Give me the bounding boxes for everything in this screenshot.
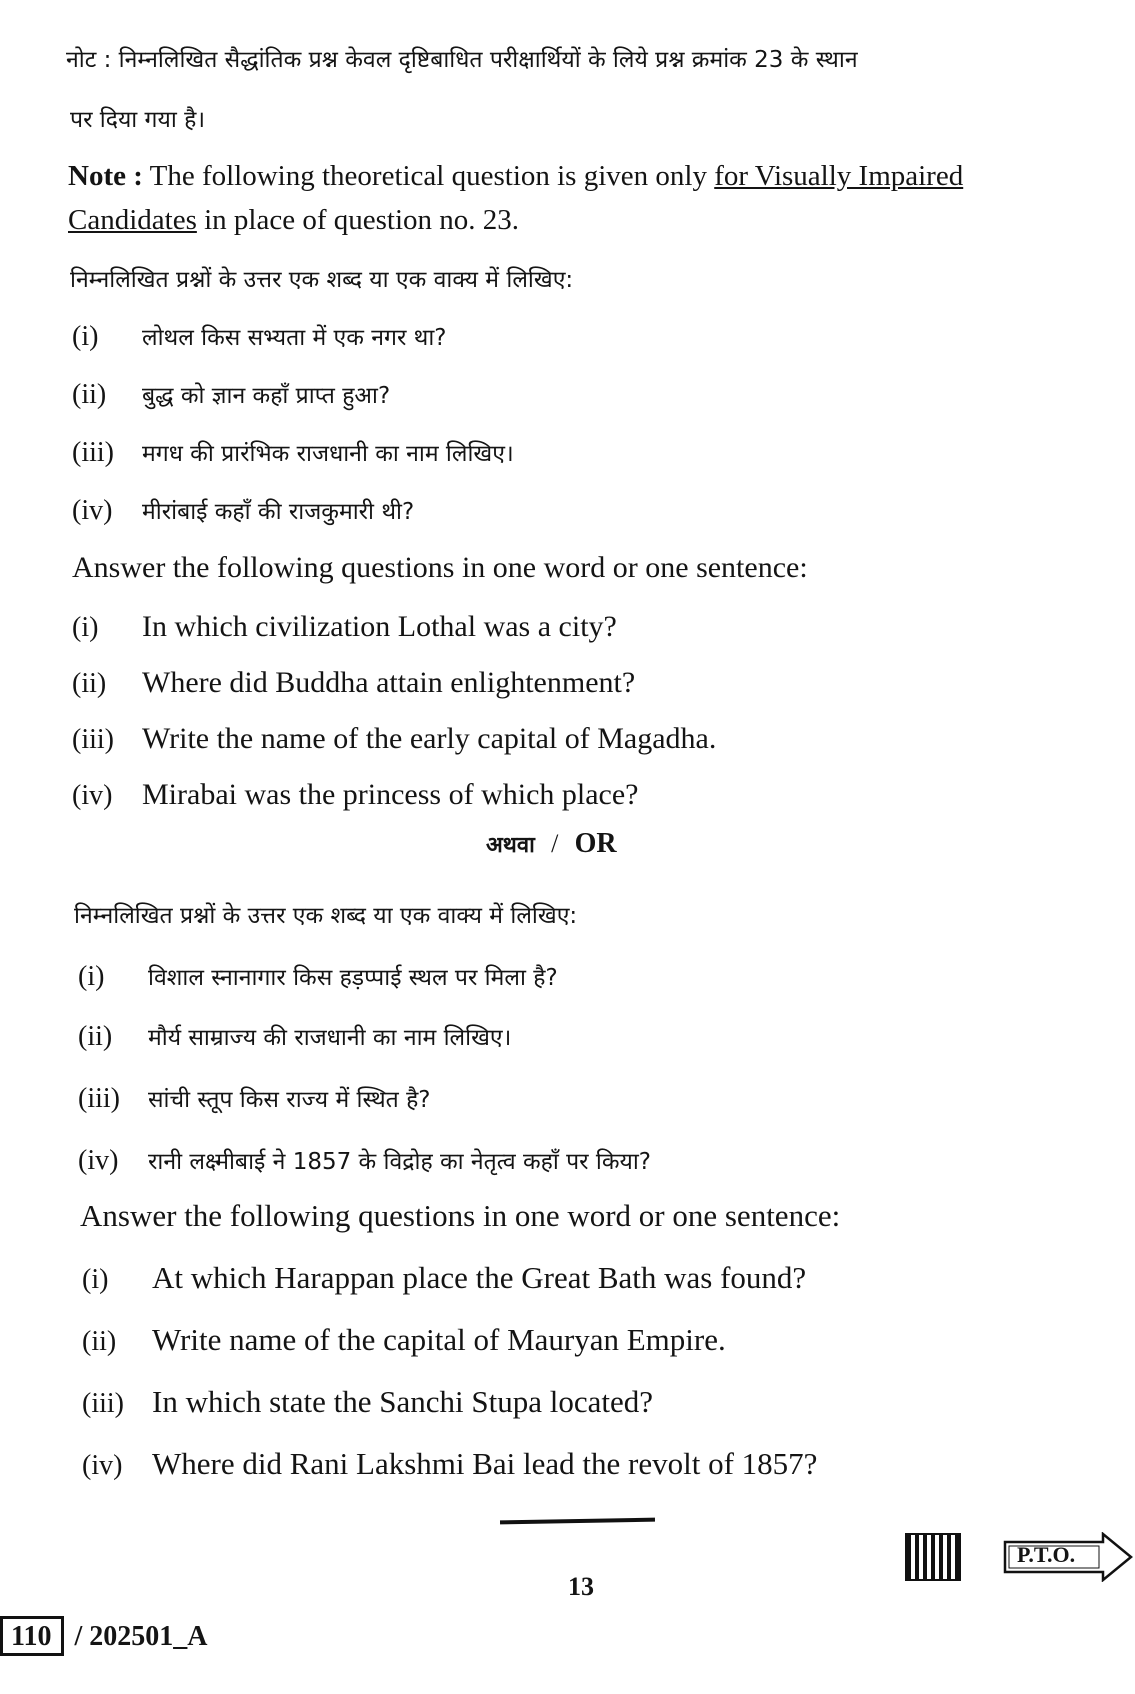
set-a-question-english-1 xyxy=(72,610,617,644)
question-number: (ii) xyxy=(72,379,107,410)
set-a-question-hindi-3 xyxy=(72,436,514,469)
question-text: लोथल किस सभ्यता में एक नगर था? xyxy=(142,325,447,351)
pto-arrow xyxy=(1003,1532,1135,1582)
note-underlined-candidates: Candidates xyxy=(68,204,197,236)
qr-code-icon xyxy=(905,1533,961,1581)
set-b-question-hindi-2 xyxy=(78,1020,511,1053)
set-a-question-english-3 xyxy=(72,722,716,756)
question-number: (ii) xyxy=(82,1326,117,1357)
set-b-instruction-english: Answer the following questions in one word or one sentence: xyxy=(80,1198,841,1233)
end-divider xyxy=(500,1518,655,1525)
question-number: (iii) xyxy=(72,437,114,468)
question-text: सांची स्तूप किस राज्य में स्थित है? xyxy=(148,1087,431,1113)
set-b-question-hindi-1 xyxy=(78,960,558,993)
or-label-english: OR xyxy=(574,828,617,859)
question-text: बुद्ध को ज्ञान कहाँ प्राप्त हुआ? xyxy=(142,383,391,409)
note-hindi-line1: नोट : निम्नलिखित सैद्धांतिक प्रश्न केवल दृष्टिबाधित परीक्षार्थियों के लिये प्रश्न क्रमांक 23 के स्थान xyxy=(66,47,858,73)
set-a-question-hindi-4 xyxy=(72,494,414,527)
question-text: In which civilization Lothal was a city? xyxy=(142,610,617,643)
question-text: In which state the Sanchi Stupa located? xyxy=(152,1384,654,1419)
question-number: (iii) xyxy=(78,1083,120,1114)
note-text-rest: in place of question no. 23. xyxy=(204,204,520,236)
set-b-question-english-2 xyxy=(82,1322,726,1358)
or-separator xyxy=(486,828,617,860)
question-number: (iv) xyxy=(72,780,113,811)
set-a-question-hindi-1 xyxy=(72,320,447,353)
set-a-question-hindi-2 xyxy=(72,378,390,411)
note-hindi-line2: पर दिया गया है। xyxy=(70,107,206,133)
set-b-instruction-hindi: निम्नलिखित प्रश्नों के उत्तर एक शब्द या एक वाक्य में लिखिए: xyxy=(74,903,578,929)
question-text: मगध की प्रारंभिक राजधानी का नाम लिखिए। xyxy=(142,441,514,467)
question-number: (iii) xyxy=(82,1388,124,1419)
set-a-question-english-4 xyxy=(72,778,638,812)
question-number: (iv) xyxy=(78,1145,119,1176)
pto-label: P.T.O. xyxy=(1017,1542,1076,1567)
paper-code xyxy=(0,1616,207,1656)
question-text: मौर्य साम्राज्य की राजधानी का नाम लिखिए। xyxy=(148,1025,512,1051)
set-b-question-english-1 xyxy=(82,1260,806,1296)
set-a-question-english-2 xyxy=(72,666,635,700)
question-number: (i) xyxy=(72,612,99,643)
question-text: Mirabai was the princess of which place? xyxy=(142,778,639,811)
set-b-question-english-3 xyxy=(82,1384,653,1420)
question-number: (i) xyxy=(82,1264,109,1295)
note-text: The following theoretical question is given only xyxy=(149,160,707,192)
question-number: (i) xyxy=(78,961,105,992)
question-text: Where did Buddha attain enlightenment? xyxy=(142,666,636,699)
question-text: मीरांबाई कहाँ की राजकुमारी थी? xyxy=(142,499,415,525)
paper-code-box: 110 xyxy=(0,1616,64,1656)
page-number: 13 xyxy=(568,1572,594,1601)
or-label-hindi: अथवा xyxy=(486,833,535,858)
question-text: At which Harappan place the Great Bath was found? xyxy=(152,1260,807,1295)
question-number: (iii) xyxy=(72,724,114,755)
question-number: (ii) xyxy=(78,1021,113,1052)
note-english-line2 xyxy=(68,204,519,237)
question-number: (i) xyxy=(72,321,99,352)
question-number: (iv) xyxy=(82,1450,123,1481)
set-b-question-hindi-4 xyxy=(78,1144,651,1177)
note-underlined-text: for Visually Impaired xyxy=(714,160,964,192)
paper-code-text: / 202501_A xyxy=(74,1621,208,1652)
question-text: Where did Rani Lakshmi Bai lead the revolt of 1857? xyxy=(152,1446,818,1481)
set-a-instruction-hindi: निम्नलिखित प्रश्नों के उत्तर एक शब्द या एक वाक्य में लिखिए: xyxy=(70,267,574,293)
note-label: Note : xyxy=(68,160,143,192)
set-b-question-english-4 xyxy=(82,1446,817,1482)
or-slash: / xyxy=(551,829,559,858)
question-text: रानी लक्ष्मीबाई ने 1857 के विद्रोह का नेतृत्व कहाँ पर किया? xyxy=(148,1149,652,1175)
question-text: विशाल स्नानागार किस हड़प्पाई स्थल पर मिला है? xyxy=(148,965,558,991)
set-a-instruction-english: Answer the following questions in one word or one sentence: xyxy=(72,551,808,584)
question-number: (ii) xyxy=(72,668,107,699)
note-english-line1 xyxy=(68,160,963,193)
question-text: Write the name of the early capital of Magadha. xyxy=(142,722,717,755)
set-b-question-hindi-3 xyxy=(78,1082,431,1115)
question-text: Write name of the capital of Mauryan Empire. xyxy=(152,1322,726,1357)
question-number: (iv) xyxy=(72,495,113,526)
